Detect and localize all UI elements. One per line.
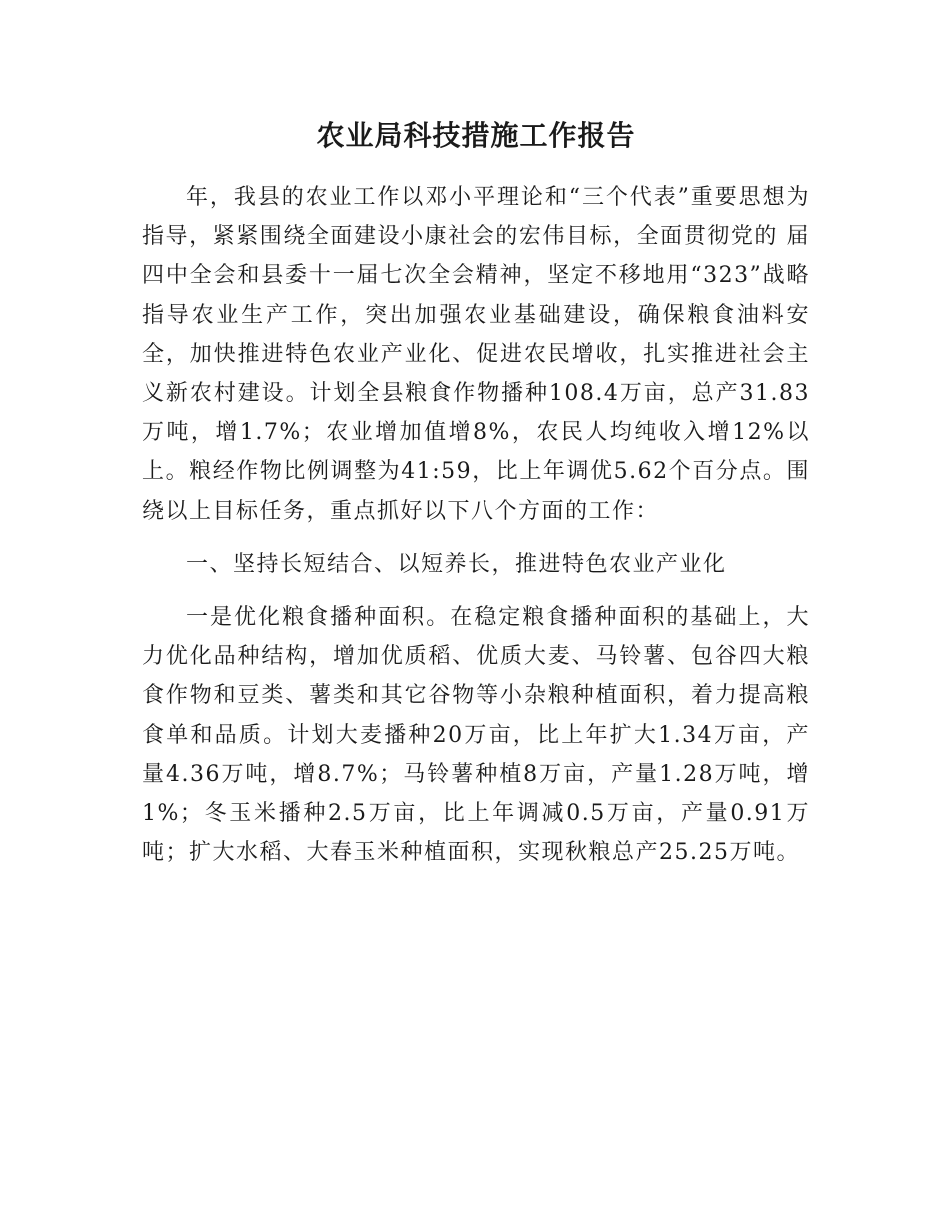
intro-paragraph: 年，我县的农业工作以邓小平理论和“三个代表”重要思想为指导，紧紧围绕全面建设小康社会的宏伟目标，全面贯彻党的 届四中全会和县委十一届七次全会精神，坚定不移地用“323”战略指导农业生产工作，突出加强农业基础建设，确保粮食油料安全，加快推进特色农业产业化、促进农民增收，扎实推进社会主义新农村建设。计划全县粮食作物播种108.4万亩，总产31.83万吨，增1.7%；农业增加值增8%，农民人均纯收入增12%以上。粮经作物比例调整为41:59，比上年调优5.62个百分点。围绕以上目标任务，重点抓好以下八个方面的工作： (142, 185, 810, 524)
document-title: 农业局科技措施工作报告 (316, 119, 636, 152)
section-1-paragraph: 一是优化粮食播种面积。在稳定粮食播种面积的基础上，大力优化品种结构，增加优质稻、优质大麦、马铃薯、包谷四大粮食作物和豆类、薯类和其它谷物等小杂粮种植面积，着力提高粮食单和品质。计划大麦播种20万亩，比上年扩大1.34万亩，产量4.36万吨，增8.7%；马铃薯种植8万亩，产量1.28万吨，增1%；冬玉米播种2.5万亩，比上年调减0.5万亩，产量0.91万吨；扩大水稻、大春玉米种植面积，实现秋粮总产25.25万吨。 (142, 605, 810, 866)
document-page (142, 112, 810, 886)
section-heading-1: 一、坚持长短结合、以短养长，推进特色农业产业化 (186, 551, 727, 577)
